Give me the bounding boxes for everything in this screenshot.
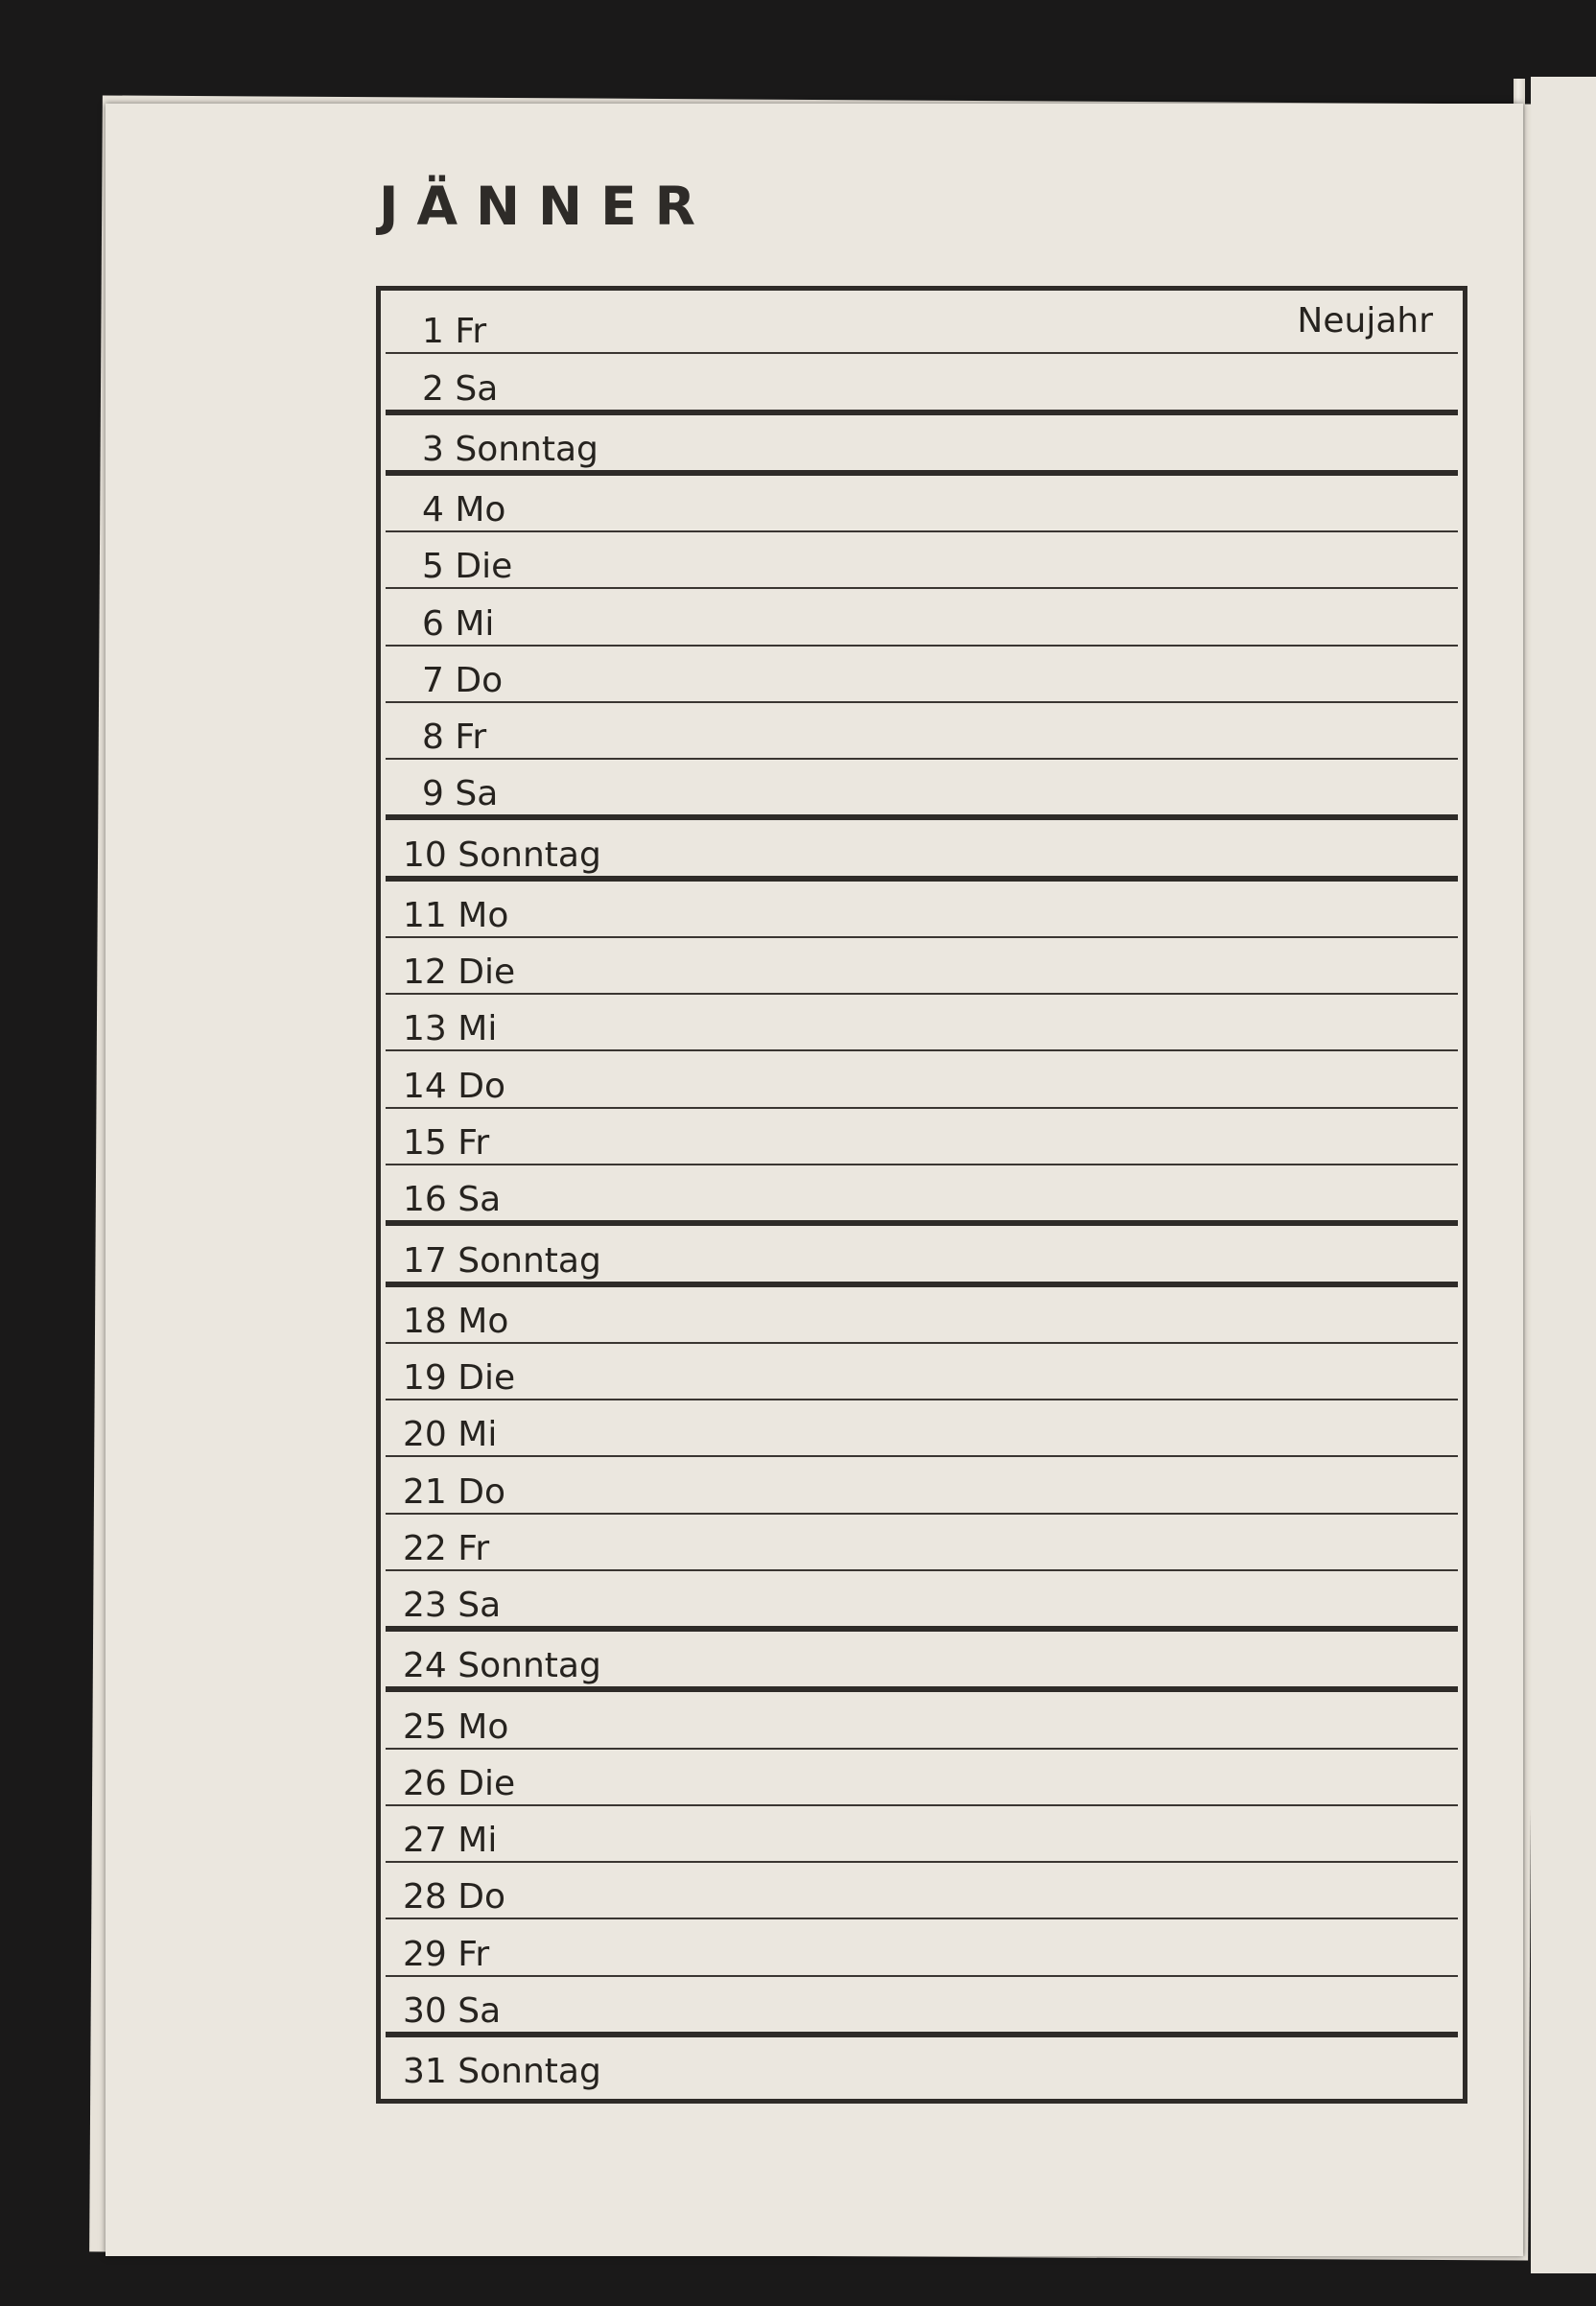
day-row — [386, 703, 1458, 760]
day-row — [386, 1863, 1458, 1919]
day-label: 1 Fr — [422, 312, 487, 352]
day-label: 13 Mi — [403, 1009, 498, 1049]
day-label: 14 Do — [403, 1066, 505, 1106]
day-label: 30 Sa — [403, 1990, 502, 2031]
day-label: 27 Mi — [403, 1821, 498, 1861]
day-row — [386, 1750, 1458, 1806]
day-row — [386, 1919, 1458, 1976]
day-row — [386, 1692, 1458, 1749]
day-label: 22 Fr — [403, 1528, 490, 1568]
day-row — [386, 1977, 1458, 2037]
day-label: 3 Sonntag — [422, 429, 598, 469]
day-label: 9 Sa — [422, 774, 499, 814]
day-label: 2 Sa — [422, 368, 499, 409]
day-row — [386, 882, 1458, 938]
day-row — [386, 820, 1458, 881]
day-row — [386, 1344, 1458, 1400]
day-label: 5 Die — [422, 547, 513, 587]
day-label: 28 Do — [403, 1877, 505, 1918]
day-label: 17 Sonntag — [403, 1240, 601, 1281]
day-row — [386, 1051, 1458, 1108]
day-label: 21 Do — [403, 1471, 505, 1512]
day-row — [386, 415, 1458, 476]
day-label: 18 Mo — [403, 1301, 509, 1341]
day-rows — [386, 297, 1458, 2092]
month-title: JÄNNER — [379, 176, 715, 237]
day-row — [386, 532, 1458, 589]
day-label: 29 Fr — [403, 1934, 490, 1974]
day-label: 26 Die — [403, 1763, 516, 1803]
day-label: 20 Mi — [403, 1415, 498, 1455]
day-row — [386, 1515, 1458, 1571]
day-row — [386, 1571, 1458, 1632]
day-row — [386, 760, 1458, 820]
day-label: 23 Sa — [403, 1586, 502, 1626]
day-row — [386, 1806, 1458, 1863]
day-label: 8 Fr — [422, 718, 487, 758]
calendar-grid — [376, 286, 1467, 2104]
day-label: 7 Do — [422, 660, 504, 700]
day-row — [386, 1165, 1458, 1226]
day-label: 19 Die — [403, 1358, 516, 1399]
day-label: 15 Fr — [403, 1122, 490, 1163]
day-label: 16 Sa — [403, 1180, 502, 1220]
day-row — [386, 354, 1458, 414]
day-row — [386, 1457, 1458, 1514]
day-row — [386, 938, 1458, 995]
day-row — [386, 1632, 1458, 1692]
holiday-note: Neujahr — [1297, 301, 1433, 341]
day-label: 4 Mo — [422, 490, 506, 530]
day-label: 24 Sonntag — [403, 1646, 601, 1686]
day-row — [386, 1226, 1458, 1286]
day-label: 12 Die — [403, 953, 516, 993]
day-row — [386, 2037, 1458, 2092]
day-label: 25 Mo — [403, 1706, 509, 1747]
day-row — [386, 1287, 1458, 1344]
day-row — [386, 1109, 1458, 1165]
day-row — [386, 476, 1458, 532]
facing-page — [1531, 77, 1596, 2273]
day-row — [386, 589, 1458, 646]
day-label: 10 Sonntag — [403, 835, 601, 875]
day-label: 6 Mi — [422, 603, 495, 644]
day-row — [386, 1400, 1458, 1457]
day-label: 31 Sonntag — [403, 2052, 601, 2092]
day-row — [386, 297, 1458, 354]
day-label: 11 Mo — [403, 895, 509, 935]
day-row — [386, 647, 1458, 703]
day-row — [386, 995, 1458, 1051]
